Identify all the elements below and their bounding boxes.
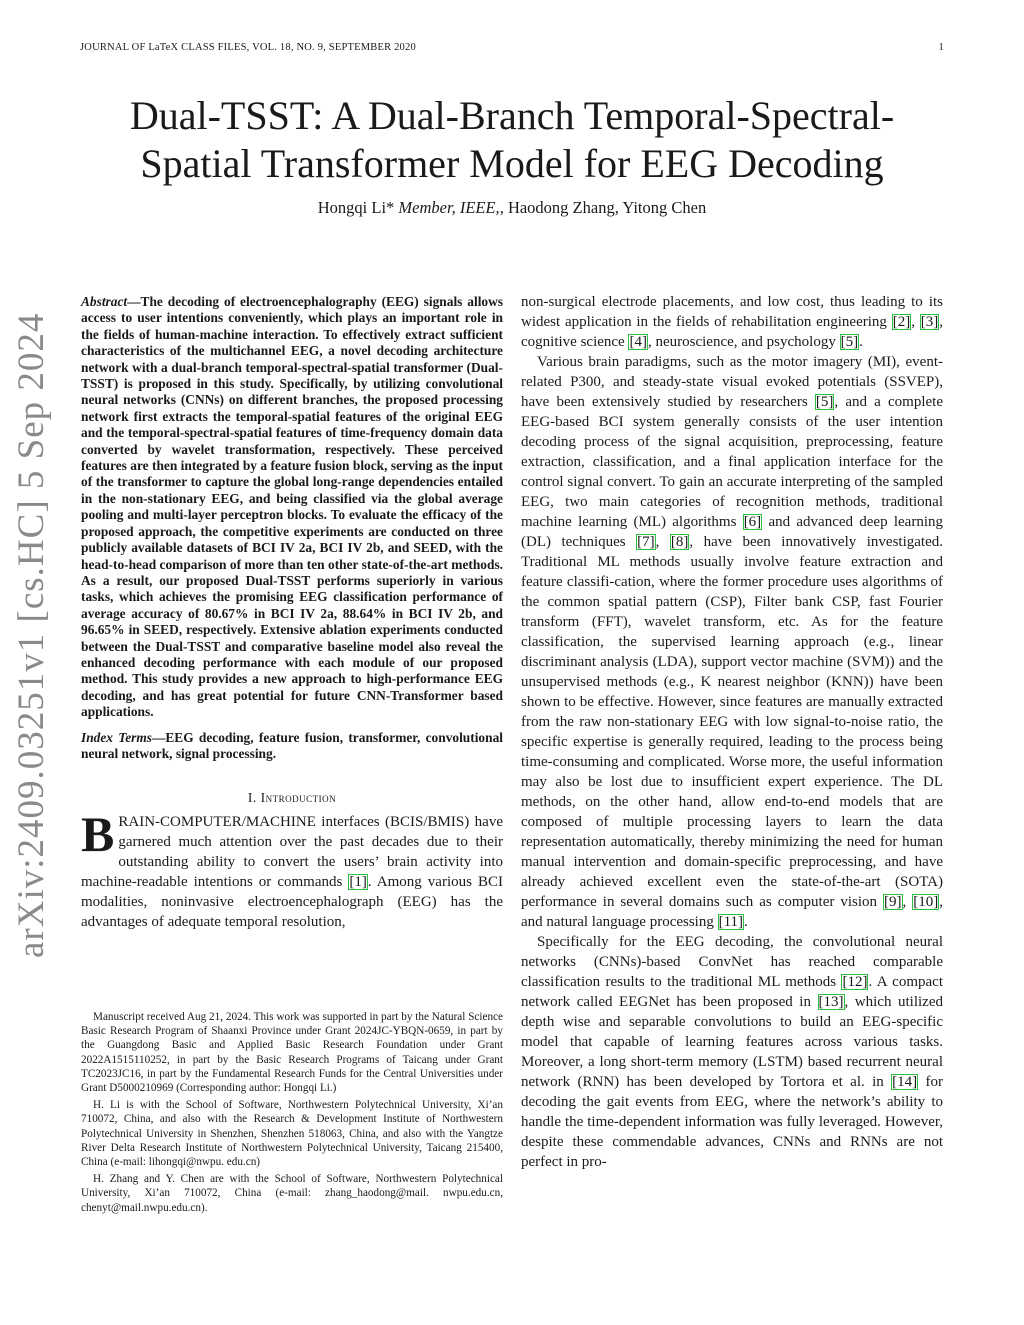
abstract-label: Abstract [81,294,128,309]
abstract-text: —The decoding of electroencephalography (EEG) signals allows access to user intentions conveniently, which plays an important role in the fields of human-machine interaction. To effectively extract sufficient characteristics of the multichannel EEG, a novel decoding architecture network with a dual-branch temporal-spectral-spatial transformer (Dual-TSST) is proposed in this study. Specifically, by utilizing convolutional neural networks (CNNs) on different branches, the proposed processing network first extracts the temporal-spatial features of the original EEG and the temporal-spectral-spatial features of time-frequency domain data converted by wavelet transformation, respectively. These perceived features are then integrated by a feature fusion block, serving as the input of the transformer to capture the global long-range dependencies entailed in the non-stationary EEG, and being classified via the global average pooling and multi-layer perceptron blocks. To evaluate the efficacy of the proposed approach, the competitive experiments are conducted on three publicly available datasets of BCI IV 2a, BCI IV 2b, and SEED, with the head-to-head comparison of more than ten other state-of-the-art methods. As a result, our proposed Dual-TSST performs superiorly in various tasks, which achieves the promising EEG classification performance of average accuracy of 80.67% in BCI IV 2a, 88.64% in BCI IV 2b, and 96.65% in SEED, respectively. Extensive ablation experiments conducted between the Dual-TSST and comparative baseline model also reveal the enhanced decoding performance with each module of our proposed method. This study provides a new approach to high-performance EEG decoding, and has great potential for future CNN-Transformer based applications. [81,294,503,720]
text-run: . [859,334,863,350]
paragraph-paradigms [521,352,943,932]
citation-link[interactable]: [4] [629,334,647,350]
left-column [81,294,503,932]
text-run: , [911,314,920,330]
right-column [521,292,943,1172]
citation-link[interactable]: [10] [913,894,939,910]
citation-link[interactable]: [11] [718,914,744,930]
author-rest: , Haodong Zhang, Yitong Chen [499,198,707,217]
page-number: 1 [938,42,944,53]
index-terms-label: Index Terms [81,729,152,745]
title-line-1: Dual-TSST: A Dual-Branch Temporal-Spectral- [129,93,895,138]
text-run: , cognitive science [521,314,943,350]
paper-title [60,92,964,188]
text-run: , [655,534,670,550]
citation-link[interactable]: [6] [743,514,762,530]
text-run: , which utilized depth wise and separable convolutions to build an EEG-specific model that capable of learning features across various tasks. Moreover, a long short-term memory (LSTM) based recurrent neural network (RNN) has been developed by Tortora et al. in [521,994,943,1090]
footnote-funding: Manuscript received Aug 21, 2024. This work was supported in part by the Natural Science Basic Research Program of Shaanxi Province under Grant 2024JC-YBQN-0659, in part by the Guangdong Basic and Applied Basic Research Foundation under Grant 2022A1515110252, in part by the Basic Research Programs of Taicang under Grant TC2023JC16, in part by the Fundamental Research Funds for the Central Universities under Grant D5000210969 (Corresponding author: Hongqi Li.) [81,1011,503,1095]
intro-paragraph [81,806,503,932]
section-heading [81,790,503,806]
intro-rest: . Among various BCI modalities, noninvasive electroencephalograph (EEG) has the advantages of adequate temporal resolution, [81,874,503,931]
author-first: Hongqi Li* [317,198,395,217]
paragraph-continued [521,292,943,352]
text-run: Various brain paradigms, such as the motor imagery (MI), event-related P300, and steady-state visual evoked potentials (SSVEP), have been extensively studied by researchers [521,354,943,410]
citation-link[interactable]: [7] [637,534,655,550]
abstract [81,294,503,721]
text-run: and advanced deep learning (DL) techniques [521,514,944,550]
citation-link[interactable]: [12] [842,974,868,990]
citation-link[interactable]: [14] [892,1074,918,1090]
citation-link[interactable]: [2] [892,314,911,330]
text-run: , neuroscience, and psychology [647,334,840,350]
footnote-affiliation-li: H. Li is with the School of Software, Northwestern Polytechnical University, Xi’an 710072, China, and also with the Research & Development Institute of Northwestern Polytechnical University in Shenzhen, Shenzhen 518063, China, and also with the Yangtze River Delta Research Institute of Northwestern Polytechnical University, Taicang 215400, China (e-mail: lihongqi@nwpu. edu.cn) [81,1099,503,1169]
footnotes [81,1010,503,1218]
arxiv-stamp: arXiv:2409.03251v1 [cs.HC] 5 Sep 2024 [11,312,52,958]
text-run: , and a complete EEG-based BCI system generally consists of the user intention decoding process of the signal acquisition, preprocessing, feature extraction, classification, and a final application interface for the control signal convert. To gain an accurate interpreting of the sampled EEG, two main categories of recognition methods, traditional machine learning (ML) algorithms [521,394,943,530]
index-terms [81,730,503,763]
text-run: . A compact network called EEGNet has been proposed in [521,974,943,1010]
author-membership: Member, IEEE, [398,198,500,217]
citation-link[interactable]: [13] [818,994,844,1010]
citation-link[interactable]: [1] [349,874,367,891]
footnote-affiliation-zhang-chen: H. Zhang and Y. Chen are with the School of Software, Northwestern Polytechnical University, Xi’an 710072, China (e-mail: zhang_haodong@mail. nwpu.edu.cn, chenyt@mail.nwpu.edu.cn). [81,1173,503,1214]
text-run: . [744,914,748,930]
running-header [80,42,944,58]
citation-link[interactable]: [5] [840,334,859,350]
text-run: non-surgical electrode placements, and low cost, thus leading to its widest application in the fields of rehabilitation engineering [521,294,943,330]
journal-name: JOURNAL OF LaTeX CLASS FILES, VOL. 18, NO. 9, SEPTEMBER 2020 [80,42,416,53]
text-run: , and natural language processing [521,894,944,930]
author-list [60,198,964,218]
intro-lead: RAIN-COMPUTER/MACHINE interfaces (BCIS/BMIS) have garnered much attention over the past decades due to their outstanding ability to convert the users’ brain activity into machine-readable intentions or commands [81,814,503,891]
section-title: Introduction [260,790,337,806]
citation-link[interactable]: [8] [670,534,689,550]
paragraph-eeg-decoding [521,932,943,1172]
index-terms-text: —EEG decoding, feature fusion, transformer, convolutional neural network, signal processing. [81,729,503,761]
citation-link[interactable]: [9] [884,894,902,910]
text-run: Specifically for the EEG decoding, the convolutional neural networks (CNNs)-based ConvNet has reached comparable classification results to the traditional ML methods [521,934,943,990]
text-run: for decoding the gait events from EEG, where the network’s ability to handle the time-dependent information was fully leveraged. However, despite these commendable advances, CNNs and RNNs are not perfect in pro- [521,1074,943,1170]
section-number: I. [247,790,257,806]
citation-link[interactable]: [5] [815,394,834,410]
text-run: , [902,894,913,910]
title-line-2: Spatial Transformer Model for EEG Decoding [140,141,884,186]
citation-link[interactable]: [3] [920,314,939,330]
drop-cap: B [81,806,115,863]
text-run: , have been innovatively investigated. Traditional ML methods usually involve feature extraction and feature classifi-cation, where the former procedure uses algorithms of the common spatial pattern (CSP), Filter bank CSP, fast Fourier transform (FFT), wavelet transform, etc. As for the feature classification, the supervised learning approach (e.g., linear discriminant analysis (LDA), support vector machine (SVM)) and the unsupervised methods (e.g., K nearest neighbor (KNN)) have been shown to be effective. However, since features are manually extracted from the raw non-stationary EEG with low signal-to-noise ratio, the specific expertise is generally required, leading to the process being time-consuming and complicated. Worse more, the useful information may also be lost due to insufficient expert experience. The DL methods, on the other hand, allow end-to-end models that are composed of multiple processing layers to learn the data representation automatically, thereby minimizing the need for human manual intervention and domain-specific preprocessing, and have already achieved excellent even the state-of-the-art (SOTA) performance in several domains such as computer vision [521,534,943,910]
